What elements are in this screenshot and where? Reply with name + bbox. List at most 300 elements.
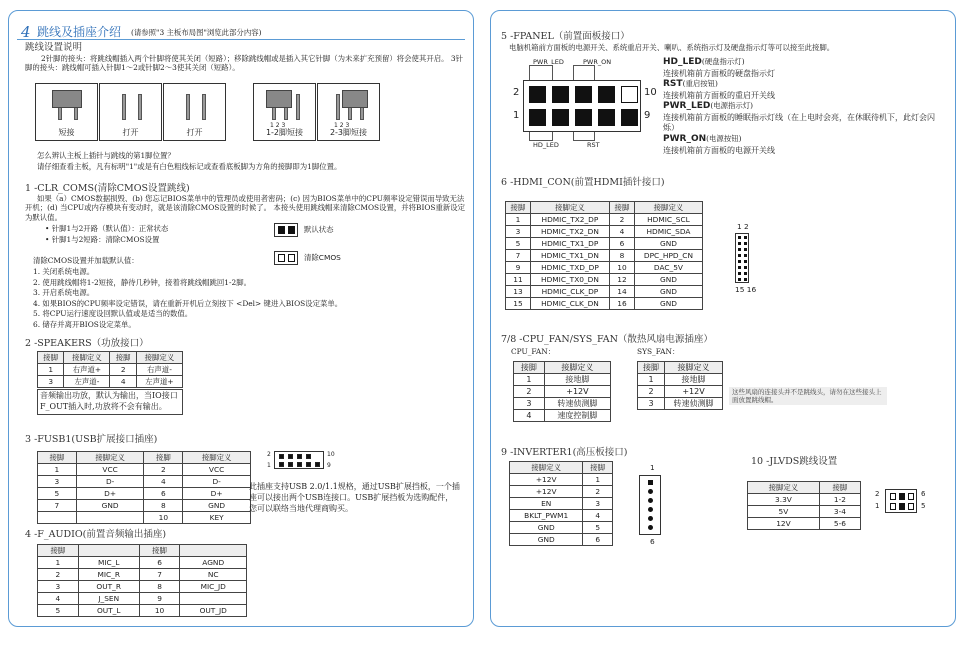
- inverter-row: [510, 486, 613, 498]
- jumper-cap: [342, 90, 368, 108]
- fpanel-item-desc: 连接机箱前方面板的睡眠指示灯线（在上电时会亮，在休眠待机下，此灯会闪烁）: [663, 113, 935, 132]
- hdmi-row: [506, 274, 703, 286]
- fpanel-desc: 电脑机箱前方面板的电源开关、系统重启开关、喇叭、系统指示灯及硬盘指示灯等可以接至此接脚。: [509, 43, 835, 52]
- sys-fan-cell: 转速侦测脚: [665, 398, 723, 410]
- cpu-fan-cell: +12V: [544, 386, 610, 398]
- inverter-header: [639, 475, 661, 535]
- faudio-cell: MIC_L: [78, 557, 139, 569]
- fusb-pin-label: 9: [327, 462, 331, 469]
- fusb-cell: 4: [144, 476, 183, 488]
- jlvds-pin: [890, 503, 896, 510]
- hdmi-pin-top: 1 2: [737, 222, 749, 231]
- fusb-pin-label: 1: [267, 462, 271, 469]
- clr-default-label: 默认状态: [304, 225, 334, 234]
- faudio-title: 4 -F_AUDIO(前置音频输出插座): [25, 529, 167, 540]
- faudio-cell: 8: [139, 581, 180, 593]
- fpanel-item-desc: 连接机箱前方面板的重启开关线: [663, 91, 775, 100]
- fpanel-pin: [621, 109, 638, 126]
- fusb-row: [38, 476, 251, 488]
- jlvds-pin: [890, 493, 896, 500]
- inverter-cell: 2: [583, 486, 613, 498]
- jlvds-pin-label: 2: [875, 490, 880, 498]
- fpanel-pin-number: 10: [644, 87, 657, 98]
- speakers-header-cell: 接脚: [110, 352, 136, 364]
- jlvds-row: [748, 518, 861, 530]
- cpu-fan-cell: 转速侦测脚: [544, 398, 610, 410]
- fpanel-item: [663, 134, 741, 145]
- faudio-table: [37, 544, 247, 617]
- speakers-header-cell: 接脚定义: [64, 352, 110, 364]
- fusb-header-cell: 接脚定义: [183, 452, 251, 464]
- fpanel-header: [523, 80, 641, 132]
- hdmi-cell: GND: [634, 274, 702, 286]
- jumper-label: 2-3脚短接: [329, 128, 368, 137]
- fpanel-item-cn: (电源指示灯): [710, 101, 754, 110]
- hdmi-cell: 7: [506, 250, 531, 262]
- fpanel-label: RST: [587, 141, 600, 149]
- jumper-pin-numbers: 1 2 3: [270, 122, 286, 129]
- hdmi-header: [735, 233, 749, 283]
- jumper-label: 打开: [122, 128, 139, 137]
- hdmi-cell: 8: [610, 250, 635, 262]
- jumper-cap: [266, 90, 292, 108]
- fusb-cell: VCC: [76, 464, 144, 476]
- speakers-cell: 左声道+: [136, 376, 182, 388]
- faudio-cell: OUT_L: [78, 605, 139, 617]
- clr-step: 1. 关闭系统电源。: [33, 267, 95, 276]
- hdmi-row: [506, 226, 703, 238]
- hdmi-cell: GND: [634, 238, 702, 250]
- faudio-cell: J_SEN: [78, 593, 139, 605]
- inverter-pin: [648, 516, 653, 521]
- hdmi-row: [506, 238, 703, 250]
- fpanel-label: HD_LED: [533, 141, 559, 149]
- fusb-cell: D+: [76, 488, 144, 500]
- inverter-pin: [648, 507, 653, 512]
- hdmi-cell: 11: [506, 274, 531, 286]
- fpanel-label: PWR_LED: [533, 58, 564, 66]
- speakers-row: [38, 376, 183, 388]
- right-page: [490, 10, 956, 627]
- faudio-cell: 10: [139, 605, 180, 617]
- faudio-cell: AGND: [180, 557, 247, 569]
- cpu-fan-row: [514, 374, 611, 386]
- fpanel-pin: [529, 109, 546, 126]
- speakers-header-cell: 接脚: [38, 352, 64, 364]
- jumper-pin: [138, 94, 142, 120]
- cpu-fan-cell: 3: [514, 398, 545, 410]
- fusb-cell: [38, 512, 77, 524]
- sys-fan-header-cell: 接脚定义: [665, 362, 723, 374]
- jumper-pin: [202, 94, 206, 120]
- fpanel-pin: [575, 109, 592, 126]
- hdmi-header-cell: 接脚定义: [530, 202, 609, 214]
- inverter-cell: BKLT_PWM1: [510, 510, 583, 522]
- cpu-fan-cell: 2: [514, 386, 545, 398]
- fpanel-bracket: [529, 132, 553, 141]
- inverter-pin: [648, 525, 653, 530]
- jumper-pin-numbers: 1 2 3: [334, 122, 350, 129]
- jlvds-header: [885, 489, 917, 513]
- faudio-cell: 7: [139, 569, 180, 581]
- fpanel-pin-number: 1: [513, 110, 520, 121]
- chapter-title: 跳线及插座介绍: [37, 25, 122, 39]
- speakers-cell: 右声道-: [136, 364, 182, 376]
- hdmi-pin: [744, 236, 747, 239]
- jlvds-cell: 3-4: [819, 506, 860, 518]
- inverter-cell: 5: [583, 522, 613, 534]
- hdmi-pin: [738, 278, 741, 281]
- hdmi-cell: DPC_HPD_CN: [634, 250, 702, 262]
- hdmi-row: [506, 298, 703, 310]
- hdmi-cell: HDMIC_TX0_DN: [530, 274, 609, 286]
- hdmi-pin: [738, 272, 741, 275]
- hdmi-cell: 3: [506, 226, 531, 238]
- fpanel-pin: [598, 109, 615, 126]
- jlvds-pin-label: 6: [921, 490, 926, 498]
- speakers-header-cell: 接脚定义: [136, 352, 182, 364]
- hdmi-pin: [738, 248, 741, 251]
- jumper-diagram: [163, 83, 226, 141]
- jumper-diagram: [35, 83, 98, 141]
- fusb-cell: VCC: [183, 464, 251, 476]
- fusb-cell: D+: [183, 488, 251, 500]
- fpanel-pin-empty: [621, 86, 638, 103]
- fpanel-bracket: [573, 132, 595, 141]
- hdmi-cell: 15: [506, 298, 531, 310]
- faudio-cell: [180, 593, 247, 605]
- inverter-row: [510, 522, 613, 534]
- jumper-label: 打开: [186, 128, 203, 137]
- cpu-fan-row: [514, 386, 611, 398]
- inverter-row: [510, 534, 613, 546]
- faudio-cell: MIC_R: [78, 569, 139, 581]
- jumper-pin: [58, 106, 62, 120]
- jumper-label: 1-2脚短接: [265, 128, 304, 137]
- clr-step: 3. 开启系统电源。: [33, 288, 95, 297]
- faudio-cell: 1: [38, 557, 79, 569]
- faudio-header-cell: 接脚: [38, 545, 79, 557]
- inverter-cell: +12V: [510, 474, 583, 486]
- fusb-header-cell: 接脚: [144, 452, 183, 464]
- clr-bullet-short: • 针脚1与2短路：清除CMOS设置: [45, 235, 160, 244]
- jumper-diagram: [317, 83, 380, 141]
- hdmi-header-cell: 接脚: [610, 202, 635, 214]
- hdmi-pin: [744, 242, 747, 245]
- jumper-cap: [52, 90, 82, 108]
- fpanel-item-desc: 连接机箱前方面板的电源开关线: [663, 146, 775, 155]
- hdmi-row: [506, 262, 703, 274]
- inverter-table: [509, 461, 613, 546]
- clr-steps-title: 清除CMOS设置并加载默认值：: [33, 256, 139, 265]
- cpu-fan-label: CPU_FAN：: [511, 347, 556, 356]
- clr-default-jumper: [274, 223, 298, 237]
- jumper-heading: 跳线设置说明: [25, 42, 83, 53]
- hdmi-pin-bottom: 15 16: [735, 285, 757, 294]
- fusb-cell: 6: [144, 488, 183, 500]
- jumper-pin: [186, 94, 190, 120]
- hdmi-header-cell: 接脚: [506, 202, 531, 214]
- fpanel-label: PWR_ON: [583, 58, 612, 66]
- jumper-diagram: [253, 83, 316, 141]
- hdmi-cell: 6: [610, 238, 635, 250]
- cpu-fan-row: [514, 410, 611, 422]
- hdmi-cell: HDMIC_TX2_DN: [530, 226, 609, 238]
- hdmi-table: [505, 201, 703, 310]
- speakers-title: 2 -SPEAKERS（功放接口）: [25, 338, 149, 349]
- fpanel-item-cn: (重启按钮): [682, 79, 718, 88]
- fpanel-item-cn: (电源按钮): [706, 134, 742, 143]
- inverter-pin-top: 1: [650, 463, 655, 472]
- faudio-cell: OUT_R: [78, 581, 139, 593]
- fusb-row: [38, 512, 251, 524]
- fpanel-item-name: RST: [663, 79, 683, 89]
- hdmi-cell: GND: [634, 286, 702, 298]
- fusb-pin: [297, 462, 302, 467]
- fusb-pin: [306, 462, 311, 467]
- hdmi-cell: 12: [610, 274, 635, 286]
- fpanel-pin-number: 2: [513, 87, 520, 98]
- inverter-cell: 1: [583, 474, 613, 486]
- faudio-cell: MIC_JD: [180, 581, 247, 593]
- hdmi-cell: HDMIC_TXD_DP: [530, 262, 609, 274]
- jumper-pin: [122, 94, 126, 120]
- fusb-cell: D-: [183, 476, 251, 488]
- jlvds-row: [748, 494, 861, 506]
- fusb-cell: GND: [76, 500, 144, 512]
- hdmi-cell: HDMIC_CLK_DP: [530, 286, 609, 298]
- speakers-row: [38, 364, 183, 376]
- jlvds-cell: 5-6: [819, 518, 860, 530]
- hdmi-pin: [738, 260, 741, 263]
- jumper-label: 短接: [58, 128, 75, 137]
- fusb-row: [38, 488, 251, 500]
- chapter-note: (请参照"3 主板布局图"浏览此部分内容): [131, 28, 262, 37]
- faudio-header-cell: 接脚: [139, 545, 180, 557]
- fusb-cell: 3: [38, 476, 77, 488]
- hdmi-pin: [738, 236, 741, 239]
- cpu-fan-header-cell: 接脚: [514, 362, 545, 374]
- jlvds-pin-label: 1: [875, 502, 880, 510]
- fpanel-pin: [552, 86, 569, 103]
- inverter-cell: GND: [510, 534, 583, 546]
- faudio-cell: 6: [139, 557, 180, 569]
- hdmi-cell: HDMIC_TX1_DP: [530, 238, 609, 250]
- faudio-cell: OUT_JD: [180, 605, 247, 617]
- fpanel-pin: [575, 86, 592, 103]
- fusb-pin-label: 2: [267, 451, 271, 458]
- hdmi-cell: HDMIC_CLK_DN: [530, 298, 609, 310]
- jlvds-cell: 1-2: [819, 494, 860, 506]
- hdmi-cell: 14: [610, 286, 635, 298]
- inverter-pin: [648, 480, 653, 485]
- clr-bullet-open: • 针脚1与2开路（默认值）：正常状态: [45, 224, 169, 233]
- fpanel-item-cn: (硬盘指示灯): [701, 57, 745, 66]
- pin1-question: 怎么辨认主板上插针与跳线的第1脚位置？: [37, 151, 175, 160]
- fusb-cell: 8: [144, 500, 183, 512]
- fan-title: 7/8 -CPU_FAN/SYS_FAN（散热风扇电源插座）: [501, 334, 713, 345]
- speakers-cell: 3: [38, 376, 64, 388]
- jumper-pin: [296, 94, 300, 120]
- fpanel-title: 5 -FPANEL（前置面板接口）: [501, 31, 630, 42]
- inverter-title: 9 -INVERTER1(高压板接口): [501, 447, 628, 458]
- hdmi-pin: [744, 278, 747, 281]
- inverter-cell: EN: [510, 498, 583, 510]
- fusb-cell: 5: [38, 488, 77, 500]
- fpanel-item-name: HD_LED: [663, 57, 702, 67]
- speakers-cell: 1: [38, 364, 64, 376]
- hdmi-title: 6 -HDMI_CON(前置HDMI插针接口): [501, 177, 665, 188]
- fpanel-item: [663, 57, 745, 68]
- fusb-cell: D-: [76, 476, 144, 488]
- faudio-cell: 4: [38, 593, 79, 605]
- hdmi-pin: [744, 254, 747, 257]
- inverter-cell: +12V: [510, 486, 583, 498]
- fusb-cell: [76, 512, 144, 524]
- fpanel-pin: [552, 109, 569, 126]
- hdmi-row: [506, 250, 703, 262]
- inverter-cell: 3: [583, 498, 613, 510]
- hdmi-cell: 5: [506, 238, 531, 250]
- sys-fan-row: [638, 374, 723, 386]
- hdmi-cell: 10: [610, 262, 635, 274]
- faudio-cell: 9: [139, 593, 180, 605]
- faudio-cell: 3: [38, 581, 79, 593]
- hdmi-pin: [744, 248, 747, 251]
- speakers-cell: 右声道+: [64, 364, 110, 376]
- speakers-cell: 2: [110, 364, 136, 376]
- fpanel-pin: [598, 86, 615, 103]
- hdmi-cell: DAC_5V: [634, 262, 702, 274]
- sys-fan-header-cell: 接脚: [638, 362, 665, 374]
- fusb-note: 此插座支持USB 2.0/1.1规格，通过USB扩展挡板，一个插座可以接出两个USB连接口。USB扩展挡板为选购配件，您可以联络当地代理商购买。: [249, 482, 460, 513]
- inverter-header-cell: 接脚定义: [510, 462, 583, 474]
- sys-fan-cell: 2: [638, 386, 665, 398]
- inverter-pin: [648, 498, 653, 503]
- jlvds-pin: [899, 493, 905, 500]
- jlvds-pin: [908, 503, 914, 510]
- fusb-row: [38, 500, 251, 512]
- inverter-row: [510, 510, 613, 522]
- fpanel-item-name: PWR_LED: [663, 101, 711, 111]
- jlvds-cell: 5V: [748, 506, 820, 518]
- sys-fan-table: [637, 361, 723, 410]
- cpu-fan-cell: 1: [514, 374, 545, 386]
- fpanel-item-desc: 连接机箱前方面板的硬盘指示灯: [663, 69, 775, 78]
- hdmi-cell: 1: [506, 214, 531, 226]
- faudio-row: [38, 605, 247, 617]
- fpanel-pin: [529, 86, 546, 103]
- fusb-pin: [306, 454, 311, 459]
- fusb-header: [274, 451, 324, 469]
- sys-fan-cell: 接地脚: [665, 374, 723, 386]
- fpanel-item-name: PWR_ON: [663, 134, 707, 144]
- faudio-header-cell: [78, 545, 139, 557]
- hdmi-pin: [738, 254, 741, 257]
- fan-note: 这些风扇的连接头并不是跳线头，请勿在这些接头上面放置跳线帽。: [729, 387, 887, 405]
- fusb-cell: GND: [183, 500, 251, 512]
- sys-fan-label: SYS_FAN：: [637, 347, 680, 356]
- inverter-cell: GND: [510, 522, 583, 534]
- jumper-paragraph: 2针脚的接头：将跳线帽插入两个针脚将使其关闭（短路）；移除跳线帽或是插入其它针脚（为未来扩充预留）将会使其开启。 3针脚的接头：跳线帽可插入针脚1～2或针脚2～3使其关闭（短路）。: [25, 54, 463, 73]
- fpanel-item: [663, 79, 718, 90]
- sys-fan-cell: +12V: [665, 386, 723, 398]
- faudio-row: [38, 593, 247, 605]
- pin1-answer: 请仔细查看主板，凡有标明"1"或是有白色粗线标记或查看底板脚为方角的接脚即为1脚位置。: [37, 162, 342, 171]
- jlvds-pin: [908, 493, 914, 500]
- inverter-row: [510, 474, 613, 486]
- hdmi-header-cell: 接脚定义: [634, 202, 702, 214]
- jlvds-header-cell: 接脚定义: [748, 482, 820, 494]
- fusb-pin: [297, 454, 302, 459]
- hdmi-row: [506, 214, 703, 226]
- inverter-pin: [648, 489, 653, 494]
- fusb-row: [38, 464, 251, 476]
- inverter-pin-bottom: 6: [650, 537, 655, 546]
- fpanel-bracket: [529, 65, 553, 80]
- fusb-cell: 10: [144, 512, 183, 524]
- inverter-row: [510, 498, 613, 510]
- jlvds-pin: [899, 503, 905, 510]
- fusb-pin: [315, 462, 320, 467]
- faudio-cell: 5: [38, 605, 79, 617]
- inverter-cell: 4: [583, 510, 613, 522]
- clr-step: 6. 储存并离开BIOS设定菜单。: [33, 319, 136, 329]
- fusb-pin: [279, 454, 284, 459]
- cpu-fan-cell: 接地脚: [544, 374, 610, 386]
- clr-step: 4. 如果BIOS的CPU频率设定错误，请在重新开机后立刻按下 <Del> 键进入BIOS设定菜单。: [33, 298, 343, 308]
- clr-cmos-paragraph: 如果（a）CMOS数据损毁、(b) 您忘记BIOS菜单中的管理员或使用者密码；(c) 因为BIOS菜单中的CPU频率设定错误而导致无法开机；(d) 当CPU或内存模块有变动时，就是该清除CMOS设置的时候了。 本接头使用跳线帽来清除CMOS设置，并将BIOS重新设定为默认值。: [25, 194, 466, 222]
- jlvds-cell: 12V: [748, 518, 820, 530]
- hdmi-cell: 2: [610, 214, 635, 226]
- cpu-fan-cell: 速度控制脚: [544, 410, 610, 422]
- hdmi-cell: HDMIC_TX2_DP: [530, 214, 609, 226]
- speakers-cell: 4: [110, 376, 136, 388]
- clr-step: 2. 使用跳线帽将1-2短接，静待几秒钟，接着将跳线帽跳回1-2脚。: [33, 277, 251, 287]
- clr-cmos-title: 1 -CLR_COMS(清除CMOS设置跳线): [25, 183, 190, 194]
- jumper-pin: [336, 94, 340, 120]
- cpu-fan-table: [513, 361, 611, 422]
- title-rule: [17, 39, 465, 40]
- faudio-row: [38, 581, 247, 593]
- hdmi-cell: HDMIC_SCL: [634, 214, 702, 226]
- speakers-cell: 左声道-: [64, 376, 110, 388]
- fpanel-bracket: [573, 65, 595, 80]
- fusb-cell: KEY: [183, 512, 251, 524]
- clr-clear-label: 清除CMOS: [304, 253, 341, 262]
- jumper-pin: [74, 106, 78, 120]
- cpu-fan-cell: 4: [514, 410, 545, 422]
- fpanel-item: [663, 101, 753, 112]
- fusb-cell: 7: [38, 500, 77, 512]
- hdmi-pin: [744, 272, 747, 275]
- fusb-header-cell: 接脚定义: [76, 452, 144, 464]
- hdmi-pin: [744, 266, 747, 269]
- fusb-pin: [288, 462, 293, 467]
- fusb-cell: 1: [38, 464, 77, 476]
- faudio-row: [38, 569, 247, 581]
- hdmi-cell: 9: [506, 262, 531, 274]
- jumper-diagram: [99, 83, 162, 141]
- cpu-fan-header-cell: 接脚定义: [544, 362, 610, 374]
- fusb-cell: 2: [144, 464, 183, 476]
- fusb-title: 3 -FUSB1(USB扩展接口插座): [25, 434, 158, 445]
- hdmi-cell: 13: [506, 286, 531, 298]
- faudio-cell: NC: [180, 569, 247, 581]
- hdmi-cell: HDMIC_TX1_DN: [530, 250, 609, 262]
- fusb-header-cell: 接脚: [38, 452, 77, 464]
- faudio-row: [38, 557, 247, 569]
